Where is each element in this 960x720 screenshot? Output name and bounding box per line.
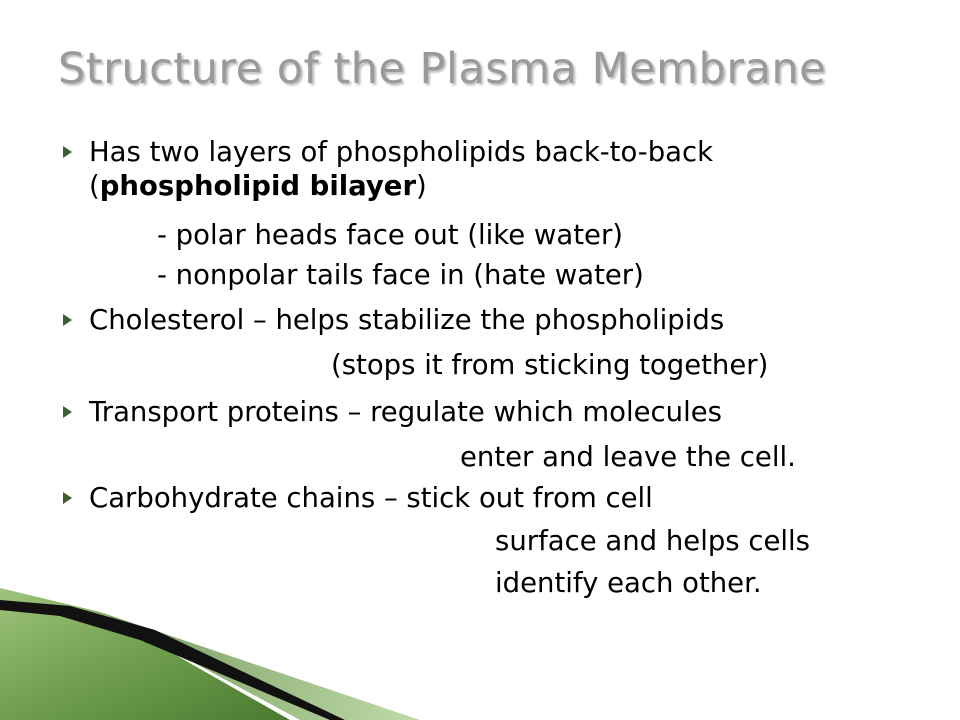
sub-point: - nonpolar tails face in (hate water) [157, 259, 644, 291]
triangle-bullet-icon [60, 135, 74, 169]
bullet-text: Carbohydrate chains – stick out from cell [89, 482, 653, 514]
bullet-continuation: identify each other. [495, 567, 762, 599]
bullet-line-1 [0, 135, 960, 169]
slide-title: Structure of the Plasma Membrane [58, 44, 827, 94]
bold-term: phospholipid bilayer [99, 170, 417, 202]
bullet-continuation: (phospholipid bilayer) [89, 170, 427, 202]
bullet-continuation: surface and helps cells [495, 525, 811, 557]
bullet-continuation: enter and leave the cell. [460, 441, 796, 473]
bullet-text: Transport proteins – regulate which molecules [89, 396, 722, 428]
triangle-bullet-icon [60, 395, 74, 429]
sub-point: - polar heads face out (like water) [157, 219, 623, 251]
bullet-continuation: (stops it from sticking together) [331, 349, 769, 381]
bullet-line-3 [0, 395, 960, 429]
bullet-text: Cholesterol – helps stabilize the phospholipids [89, 304, 725, 336]
triangle-bullet-icon [60, 481, 74, 515]
bullet-text: Has two layers of phospholipids back-to-back [89, 136, 714, 168]
bullet-line-4 [0, 481, 960, 515]
triangle-bullet-icon [60, 303, 74, 337]
bullet-line-2 [0, 303, 960, 337]
